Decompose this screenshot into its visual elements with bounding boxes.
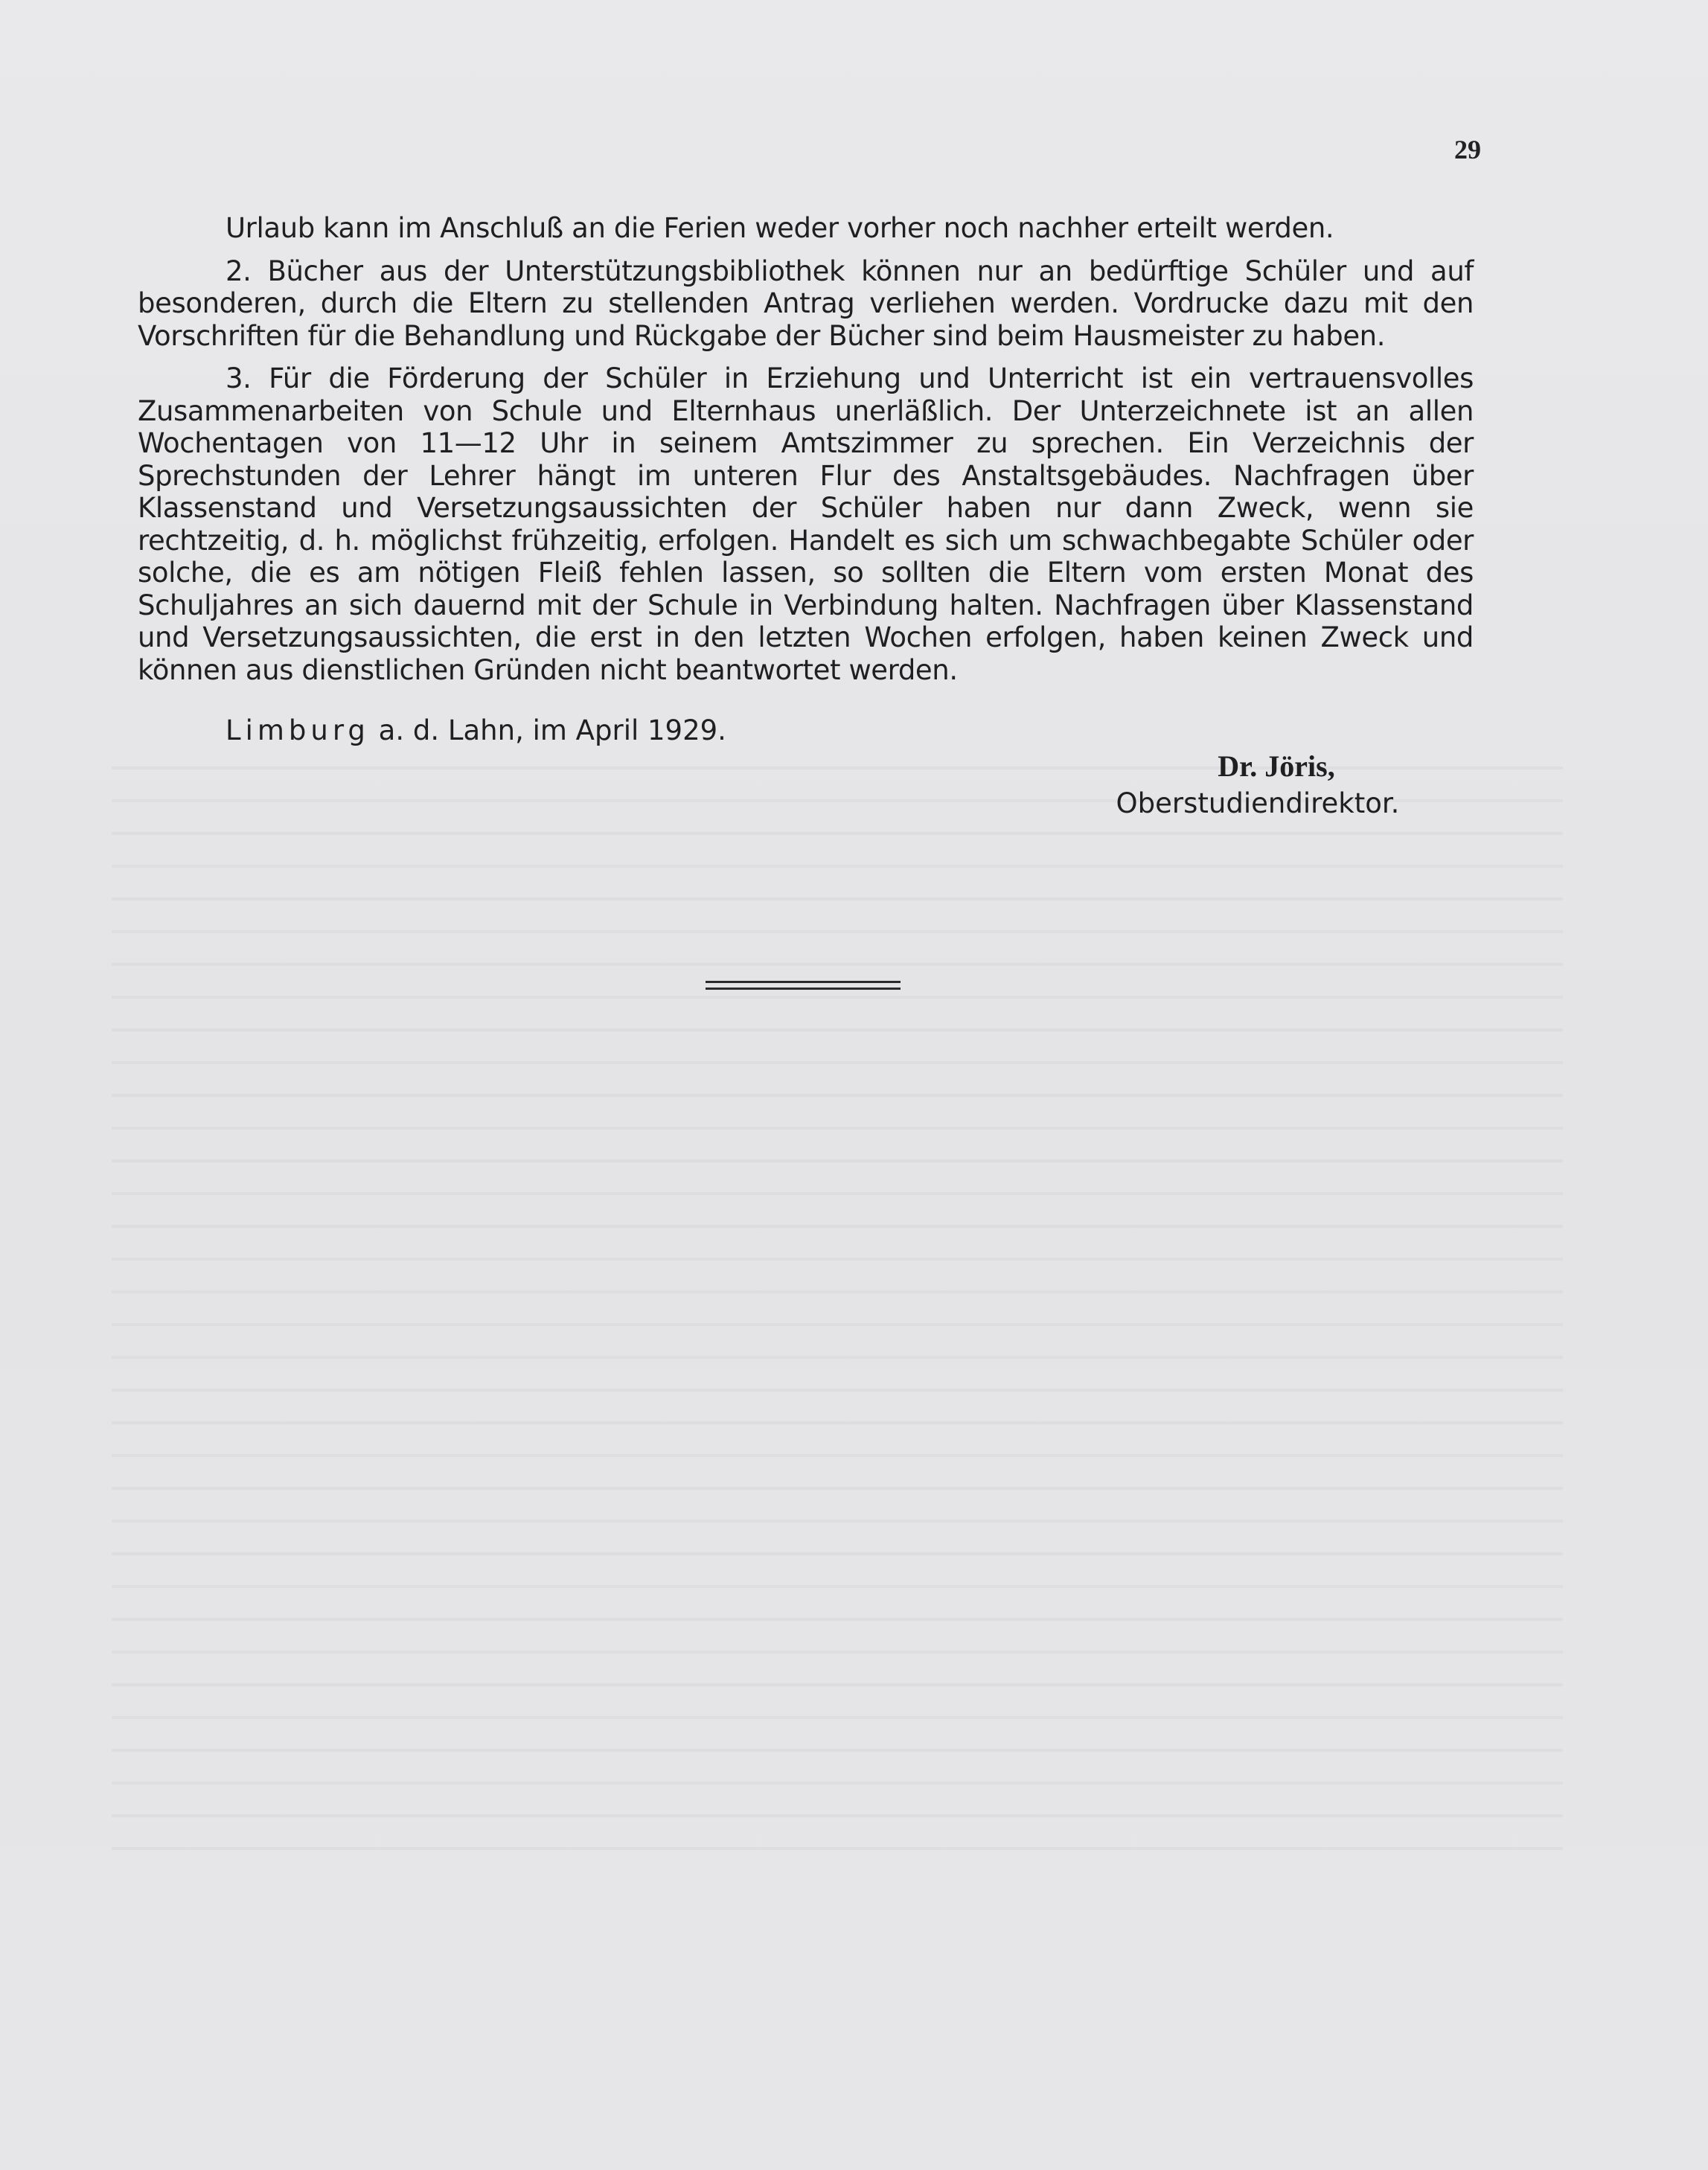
- signatory-title: Oberstudiendirektor.: [1116, 787, 1400, 819]
- date-text: a. d. Lahn, im April 1929.: [369, 714, 726, 746]
- page-number: 29: [1454, 135, 1481, 164]
- double-rule-divider: [706, 981, 901, 990]
- paragraph-1: Urlaub kann im Anschluß an die Ferien weder vorher noch nachher erteilt werden.: [226, 212, 1334, 244]
- show-through-texture: [112, 744, 1563, 1860]
- paragraph-2: 2. Bücher aus der Unterstützungsbibliothek können nur an bedürftige Schüler und auf besonderen, durch die Eltern zu stellenden Antrag verliehen werden. Vordrucke dazu mit den Vorschriften für die Behandlung und Rückgabe der Bücher sind beim Hausmeister zu haben.: [138, 255, 1474, 352]
- divider-line-top: [706, 981, 901, 983]
- signatory-name: Dr. Jöris,: [1218, 749, 1335, 783]
- place-date-line: [226, 714, 726, 746]
- body-text: [138, 212, 1474, 697]
- place-name: Limburg: [226, 714, 370, 746]
- signature-block: [1101, 748, 1414, 822]
- paragraph-3: 3. Für die Förderung der Schüler in Erziehung und Unterricht ist ein vertrauensvolles Zusammenarbeiten von Schule und Elternhaus unerläßlich. Der Unterzeichnete ist an allen Wochentagen von 11—12 Uhr in seinem Amtszimmer zu sprechen. Ein Verzeichnis der Sprechstunden der Lehrer hängt im unteren Flur des Anstaltsgebäudes. Nachfragen über Klassenstand und Versetzungsaussichten der Schüler haben nur dann Zweck, wenn sie rechtzeitig, d. h. möglichst frühzeitig, erfolgen. Handelt es sich um schwachbegabte Schüler oder solche, die es am nötigen Fleiß fehlen lassen, so sollten die Eltern vom ersten Monat des Schuljahres an sich dauernd mit der Schule in Verbindung halten. Nachfragen über Klassenstand und Versetzungsaussichten, die erst in den letzten Wochen erfolgen, haben keinen Zweck und können aus dienstlichen Gründen nicht beantwortet werden.: [138, 362, 1474, 686]
- divider-line-bottom: [706, 988, 901, 990]
